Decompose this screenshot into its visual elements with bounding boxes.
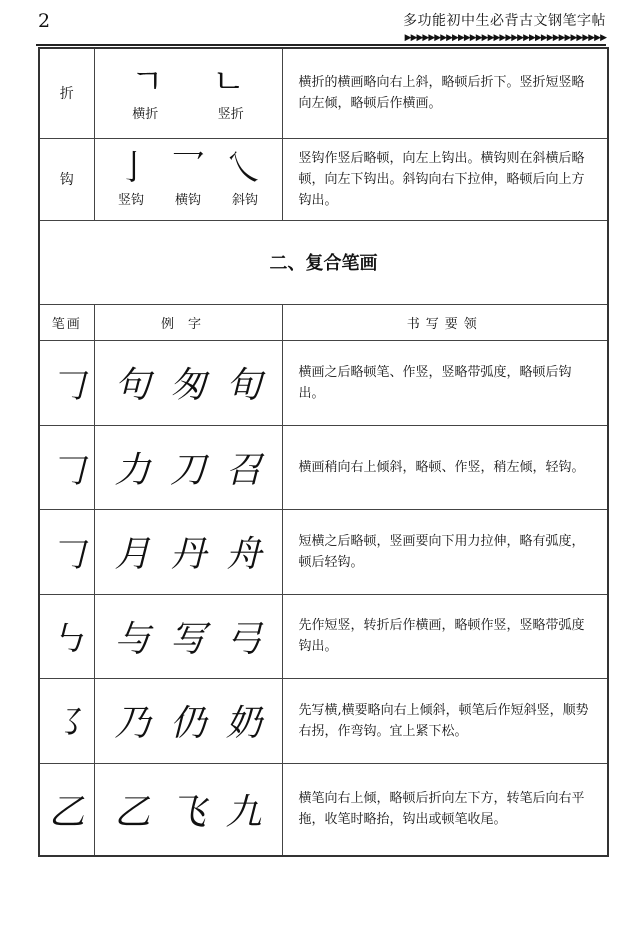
example-char: 乃 <box>114 703 151 744</box>
example-characters <box>95 442 282 493</box>
stroke-label: 斜钩 <box>231 192 258 208</box>
example-char: 与 <box>114 618 151 660</box>
stroke-category: 钩 <box>59 172 74 188</box>
compound-stroke-row <box>39 425 608 509</box>
stroke-glyph: 乛 <box>170 147 205 188</box>
basic-stroke-row <box>39 138 608 220</box>
stroke-label: 横折 <box>132 106 159 122</box>
stroke-label: 横钩 <box>174 192 201 208</box>
stroke-table <box>38 47 609 857</box>
section-title: 二、复合笔画 <box>39 220 608 304</box>
example-char: 力 <box>114 449 151 491</box>
example-char: 召 <box>225 449 262 491</box>
stroke-description: 短横之后略顿，竖画要向下用力拉伸，略有弧度，顿后轻钩。 <box>282 509 608 594</box>
example-char: 九 <box>225 791 262 833</box>
stroke-description: 竖钩作竖后略顿，向左上钩出。横钩则在斜横后略顿，向左下钩出。斜钩向右下拉伸，略顿后向上方钩出。 <box>282 138 608 220</box>
stroke-description: 先作短竖，转折后作横画，略顿作竖，竖略带弧度钩出。 <box>282 594 608 678</box>
example-characters <box>95 357 282 408</box>
stroke-glyphs <box>95 147 282 188</box>
example-characters <box>95 526 282 577</box>
example-char: 句 <box>114 365 151 406</box>
example-char: 月 <box>114 534 151 575</box>
stroke-labels <box>95 189 282 208</box>
column-header-examples: 例字 <box>94 304 282 340</box>
column-header-stroke: 笔画 <box>39 304 94 340</box>
example-char: 仍 <box>169 703 206 744</box>
basic-stroke-row <box>39 48 608 138</box>
header-arrow-ornament: ▶▶▶▶▶▶▶▶▶▶▶▶▶▶▶▶▶▶▶▶▶▶▶▶▶▶▶▶▶▶▶▶▶▶ <box>404 33 606 43</box>
compound-stroke-row <box>39 509 608 594</box>
stroke-glyph: ㄴ <box>212 61 246 102</box>
stroke-description: 横笔向右上倾，略顿后折向左下方，转笔后向右平拖，收笔时略抬，钩出或顿笔收尾。 <box>282 763 608 856</box>
stroke-description: 横折的横画略向右上斜，略顿后折下。竖折短竖略向左倾，略顿后作横画。 <box>282 48 608 138</box>
example-characters <box>95 784 282 835</box>
compound-stroke-row <box>39 763 608 856</box>
example-char: 飞 <box>169 791 206 833</box>
compound-stroke: 𠃌 <box>48 534 85 575</box>
stroke-label: 竖折 <box>217 106 244 122</box>
stroke-glyph: ㄱ <box>130 61 164 102</box>
example-char: 弓 <box>225 618 262 660</box>
example-characters <box>95 695 282 746</box>
compound-stroke: 𠃌 <box>48 449 85 491</box>
column-header-row <box>39 304 608 340</box>
section-title-row <box>39 220 608 304</box>
stroke-description: 先写横,横要略向右上倾斜，顿笔后作短斜竖，顺势右拐，作弯钩。宜上紧下松。 <box>282 678 608 763</box>
example-char: 匆 <box>169 365 206 406</box>
compound-stroke: ㇌ <box>48 703 85 744</box>
stroke-category: 折 <box>59 86 74 103</box>
book-title: 多功能初中生必背古文钢笔字帖 <box>403 13 606 29</box>
compound-stroke-row <box>39 594 608 678</box>
stroke-glyph: 亅 <box>116 147 151 188</box>
example-char: 丹 <box>169 534 206 575</box>
example-char: 乙 <box>114 791 151 833</box>
stroke-label: 竖钩 <box>117 192 144 208</box>
example-char: 刀 <box>169 449 206 491</box>
example-char: 舟 <box>225 534 262 575</box>
stroke-labels <box>95 103 282 122</box>
compound-stroke: ㇉ <box>48 618 85 660</box>
stroke-description: 横画之后略顿笔、作竖，竖略带弧度，略顿后钩出。 <box>282 340 608 425</box>
page-number: 2 <box>38 10 51 32</box>
example-char: 奶 <box>225 703 262 744</box>
stroke-glyph: 乀 <box>225 147 260 188</box>
compound-stroke-row <box>39 678 608 763</box>
stroke-glyphs <box>95 61 282 102</box>
compound-stroke: 乙 <box>48 791 85 833</box>
compound-stroke: 𠃌 <box>48 365 85 406</box>
header-rule <box>36 44 606 46</box>
example-char: 旬 <box>225 365 262 406</box>
stroke-description: 横画稍向右上倾斜，略顿、作竖，稍左倾，轻钩。 <box>282 425 608 509</box>
column-header-essentials: 书写要领 <box>282 304 608 340</box>
example-characters <box>95 611 282 662</box>
example-char: 写 <box>169 618 206 660</box>
compound-stroke-row <box>39 340 608 425</box>
